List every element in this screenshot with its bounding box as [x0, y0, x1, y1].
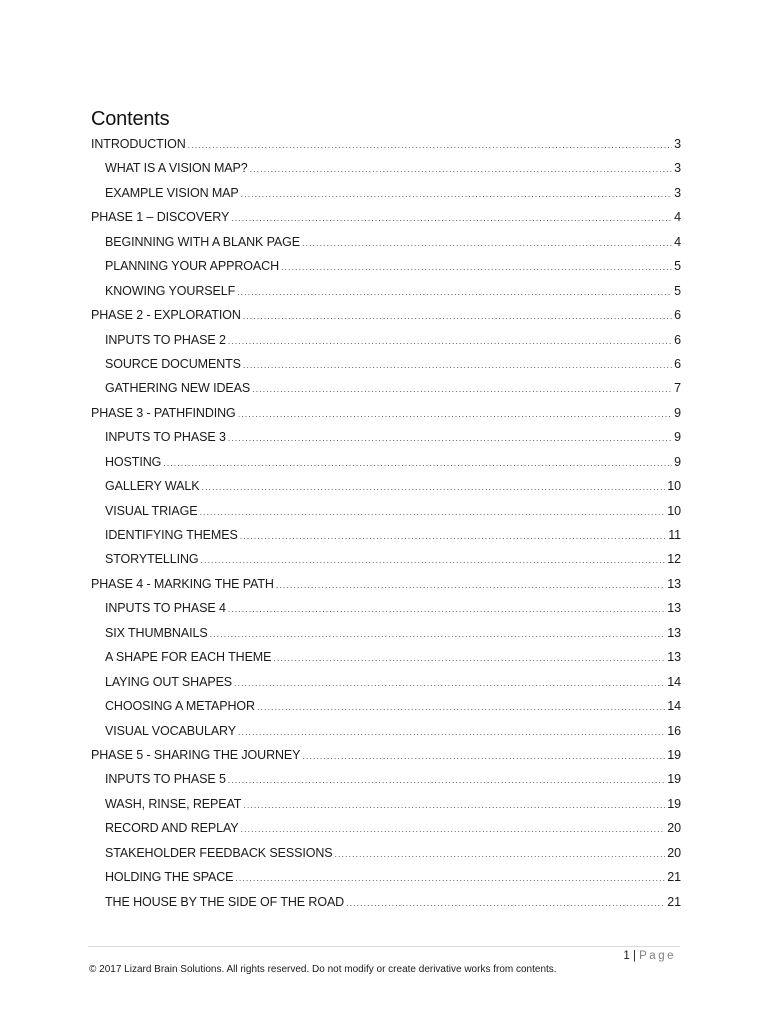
toc-dot-leader: [228, 426, 672, 450]
toc-dot-leader: [241, 817, 666, 841]
toc-subsection-entry[interactable]: [91, 719, 681, 743]
toc-dot-leader: [163, 451, 672, 475]
toc-dot-leader: [237, 280, 672, 304]
toc-section-entry[interactable]: [91, 743, 681, 767]
toc-dot-leader: [210, 622, 666, 646]
toc-entry-title[interactable]: RECORD AND REPLAY: [105, 821, 239, 836]
toc-dot-leader: [201, 548, 666, 572]
toc-entry-page-number: 6: [674, 356, 681, 371]
toc-dot-leader: [241, 182, 672, 206]
footer-divider: [88, 946, 680, 947]
toc-subsection-entry[interactable]: [91, 499, 681, 523]
toc-subsection-entry[interactable]: [91, 279, 681, 303]
toc-entry-page-number: 3: [674, 161, 681, 176]
toc-entry-page-number: 9: [674, 454, 681, 469]
toc-entry-title[interactable]: EXAMPLE VISION MAP: [105, 185, 239, 200]
toc-entry-title[interactable]: CHOOSING A METAPHOR: [105, 699, 255, 714]
toc-entry-page-number: 10: [667, 479, 681, 494]
toc-subsection-entry[interactable]: [91, 230, 681, 254]
toc-entry-page-number: 12: [667, 552, 681, 567]
toc-subsection-entry[interactable]: [91, 352, 681, 376]
toc-entry-title[interactable]: PLANNING YOUR APPROACH: [105, 259, 280, 274]
toc-entry-title[interactable]: IDENTIFYING THEMES: [105, 528, 238, 542]
toc-entry-page-number: 6: [674, 308, 681, 323]
toc-entry-title[interactable]: PHASE 2 - EXPLORATION: [91, 308, 241, 323]
toc-dot-leader: [243, 304, 672, 328]
toc-subsection-entry[interactable]: [91, 181, 681, 205]
toc-entry-page-number: 19: [667, 796, 681, 811]
toc-dot-leader: [250, 157, 673, 181]
toc-dot-leader: [257, 695, 665, 719]
toc-subsection-entry[interactable]: [91, 694, 681, 718]
toc-entry-page-number: 19: [667, 747, 681, 762]
toc-entry-title[interactable]: VISUAL TRIAGE: [105, 503, 198, 518]
toc-entry-page-number: 3: [674, 137, 681, 151]
toc-entry-title[interactable]: SIX THUMBNAILS: [105, 625, 208, 640]
toc-entry-page-number: 14: [667, 699, 681, 714]
toc-dot-leader: [234, 671, 665, 695]
page-number-separator: |: [629, 950, 640, 962]
toc-entry-title[interactable]: THE HOUSE BY THE SIDE OF THE ROAD: [105, 894, 345, 909]
toc-entry-title[interactable]: GALLERY WALK: [105, 479, 200, 494]
toc-entry-page-number: 21: [667, 894, 681, 909]
page-number-value: 1: [623, 950, 630, 962]
toc-entry-page-number: 9: [674, 430, 681, 445]
toc-entry-title[interactable]: INPUTS TO PHASE 5: [105, 772, 226, 787]
toc-dot-leader: [243, 793, 665, 817]
toc-entry-page-number: 19: [667, 772, 681, 787]
toc-entry-page-number: 3: [674, 185, 681, 200]
table-of-contents: [91, 132, 681, 914]
toc-subsection-entry[interactable]: [91, 254, 681, 278]
toc-dot-leader: [235, 866, 665, 890]
toc-entry-page-number: 11: [668, 528, 681, 542]
toc-dot-leader: [228, 768, 665, 792]
toc-subsection-entry[interactable]: [91, 841, 681, 865]
toc-section-entry[interactable]: [91, 132, 681, 156]
toc-section-entry[interactable]: [91, 205, 681, 229]
toc-entry-title[interactable]: HOLDING THE SPACE: [105, 870, 234, 885]
toc-entry-title[interactable]: PHASE 5 - SHARING THE JOURNEY: [91, 747, 301, 762]
toc-entry-page-number: 7: [674, 381, 681, 396]
toc-dot-leader: [302, 231, 672, 255]
toc-subsection-entry[interactable]: [91, 328, 681, 352]
toc-dot-leader: [188, 133, 673, 157]
toc-subsection-entry[interactable]: [91, 156, 681, 180]
toc-entry-page-number: 20: [667, 845, 681, 860]
toc-subsection-entry[interactable]: [91, 890, 681, 914]
toc-entry-title[interactable]: STAKEHOLDER FEEDBACK SESSIONS: [105, 845, 333, 860]
toc-entry-page-number: 16: [667, 723, 681, 738]
toc-entry-page-number: 5: [674, 259, 681, 274]
toc-dot-leader: [228, 329, 672, 353]
toc-subsection-entry[interactable]: [91, 450, 681, 474]
toc-entry-title[interactable]: LAYING OUT SHAPES: [105, 674, 233, 689]
toc-subsection-entry[interactable]: [91, 767, 681, 791]
toc-dot-leader: [302, 744, 665, 768]
toc-dot-leader: [238, 402, 672, 426]
toc-entry-title[interactable]: INTRODUCTION: [91, 137, 186, 151]
toc-entry-title[interactable]: PHASE 4 - MARKING THE PATH: [91, 576, 274, 591]
toc-dot-leader: [199, 500, 665, 524]
toc-subsection-entry[interactable]: [91, 425, 681, 449]
toc-entry-title[interactable]: INPUTS TO PHASE 4: [105, 601, 226, 616]
toc-dot-leader: [240, 524, 667, 548]
toc-entry-title[interactable]: HOSTING: [105, 454, 162, 469]
toc-dot-leader: [346, 891, 665, 915]
toc-entry-page-number: 4: [674, 210, 681, 225]
toc-entry-page-number: 21: [667, 870, 681, 885]
toc-dot-leader: [252, 377, 672, 401]
toc-entry-page-number: 6: [674, 332, 681, 347]
toc-subsection-entry[interactable]: [91, 547, 681, 571]
toc-entry-title[interactable]: INPUTS TO PHASE 2: [105, 332, 226, 347]
toc-entry-page-number: 13: [667, 601, 681, 616]
toc-dot-leader: [243, 353, 672, 377]
toc-entry-title[interactable]: STORYTELLING: [105, 552, 199, 567]
toc-entry-title[interactable]: A SHAPE FOR EACH THEME: [105, 650, 272, 665]
toc-subsection-entry[interactable]: [91, 474, 681, 498]
toc-heading: Contents: [91, 108, 170, 130]
toc-dot-leader: [238, 720, 665, 744]
toc-entry-title[interactable]: BEGINNING WITH A BLANK PAGE: [105, 234, 301, 249]
toc-dot-leader: [281, 255, 672, 279]
toc-entry-page-number: 5: [674, 283, 681, 298]
toc-entry-page-number: 14: [667, 674, 681, 689]
toc-entry-page-number: 13: [667, 650, 681, 665]
toc-subsection-entry[interactable]: [91, 376, 681, 400]
toc-subsection-entry[interactable]: [91, 670, 681, 694]
toc-dot-leader: [276, 573, 665, 597]
toc-subsection-entry[interactable]: [91, 865, 681, 889]
toc-entry-page-number: 13: [667, 576, 681, 591]
page-number: [623, 950, 676, 962]
toc-entry-page-number: 4: [674, 234, 681, 249]
toc-entry-title[interactable]: VISUAL VOCABULARY: [105, 723, 236, 738]
toc-section-entry[interactable]: [91, 572, 681, 596]
toc-entry-page-number: 20: [667, 821, 681, 836]
toc-subsection-entry[interactable]: [91, 816, 681, 840]
toc-entry-title[interactable]: INPUTS TO PHASE 3: [105, 430, 226, 445]
copyright-notice: © 2017 Lizard Brain Solutions. All rights reserved. Do not modify or create derivative works from contents.: [89, 964, 557, 975]
toc-entry-page-number: 10: [667, 503, 681, 518]
toc-dot-leader: [334, 842, 665, 866]
page-number-label: Page: [639, 950, 676, 962]
toc-entry-page-number: 9: [674, 405, 681, 420]
toc-entry-page-number: 13: [667, 625, 681, 640]
toc-subsection-entry[interactable]: [91, 645, 681, 669]
toc-section-entry[interactable]: [91, 303, 681, 327]
toc-subsection-entry[interactable]: [91, 621, 681, 645]
toc-dot-leader: [228, 597, 665, 621]
toc-dot-leader: [273, 646, 665, 670]
toc-subsection-entry[interactable]: [91, 596, 681, 620]
toc-entry-title[interactable]: KNOWING YOURSELF: [105, 283, 236, 298]
toc-dot-leader: [201, 475, 665, 499]
toc-dot-leader: [231, 206, 672, 230]
toc-entry-title[interactable]: PHASE 1 – DISCOVERY: [91, 210, 230, 225]
toc-subsection-entry[interactable]: [91, 792, 681, 816]
toc-entry-title[interactable]: GATHERING NEW IDEAS: [105, 381, 251, 396]
toc-entry-title[interactable]: WASH, RINSE, REPEAT: [105, 796, 242, 811]
toc-subsection-entry[interactable]: [91, 523, 681, 547]
toc-entry-title[interactable]: SOURCE DOCUMENTS: [105, 356, 241, 371]
toc-section-entry[interactable]: [91, 401, 681, 425]
toc-entry-title[interactable]: PHASE 3 - PATHFINDING: [91, 405, 236, 420]
toc-entry-title[interactable]: WHAT IS A VISION MAP?: [105, 161, 248, 176]
